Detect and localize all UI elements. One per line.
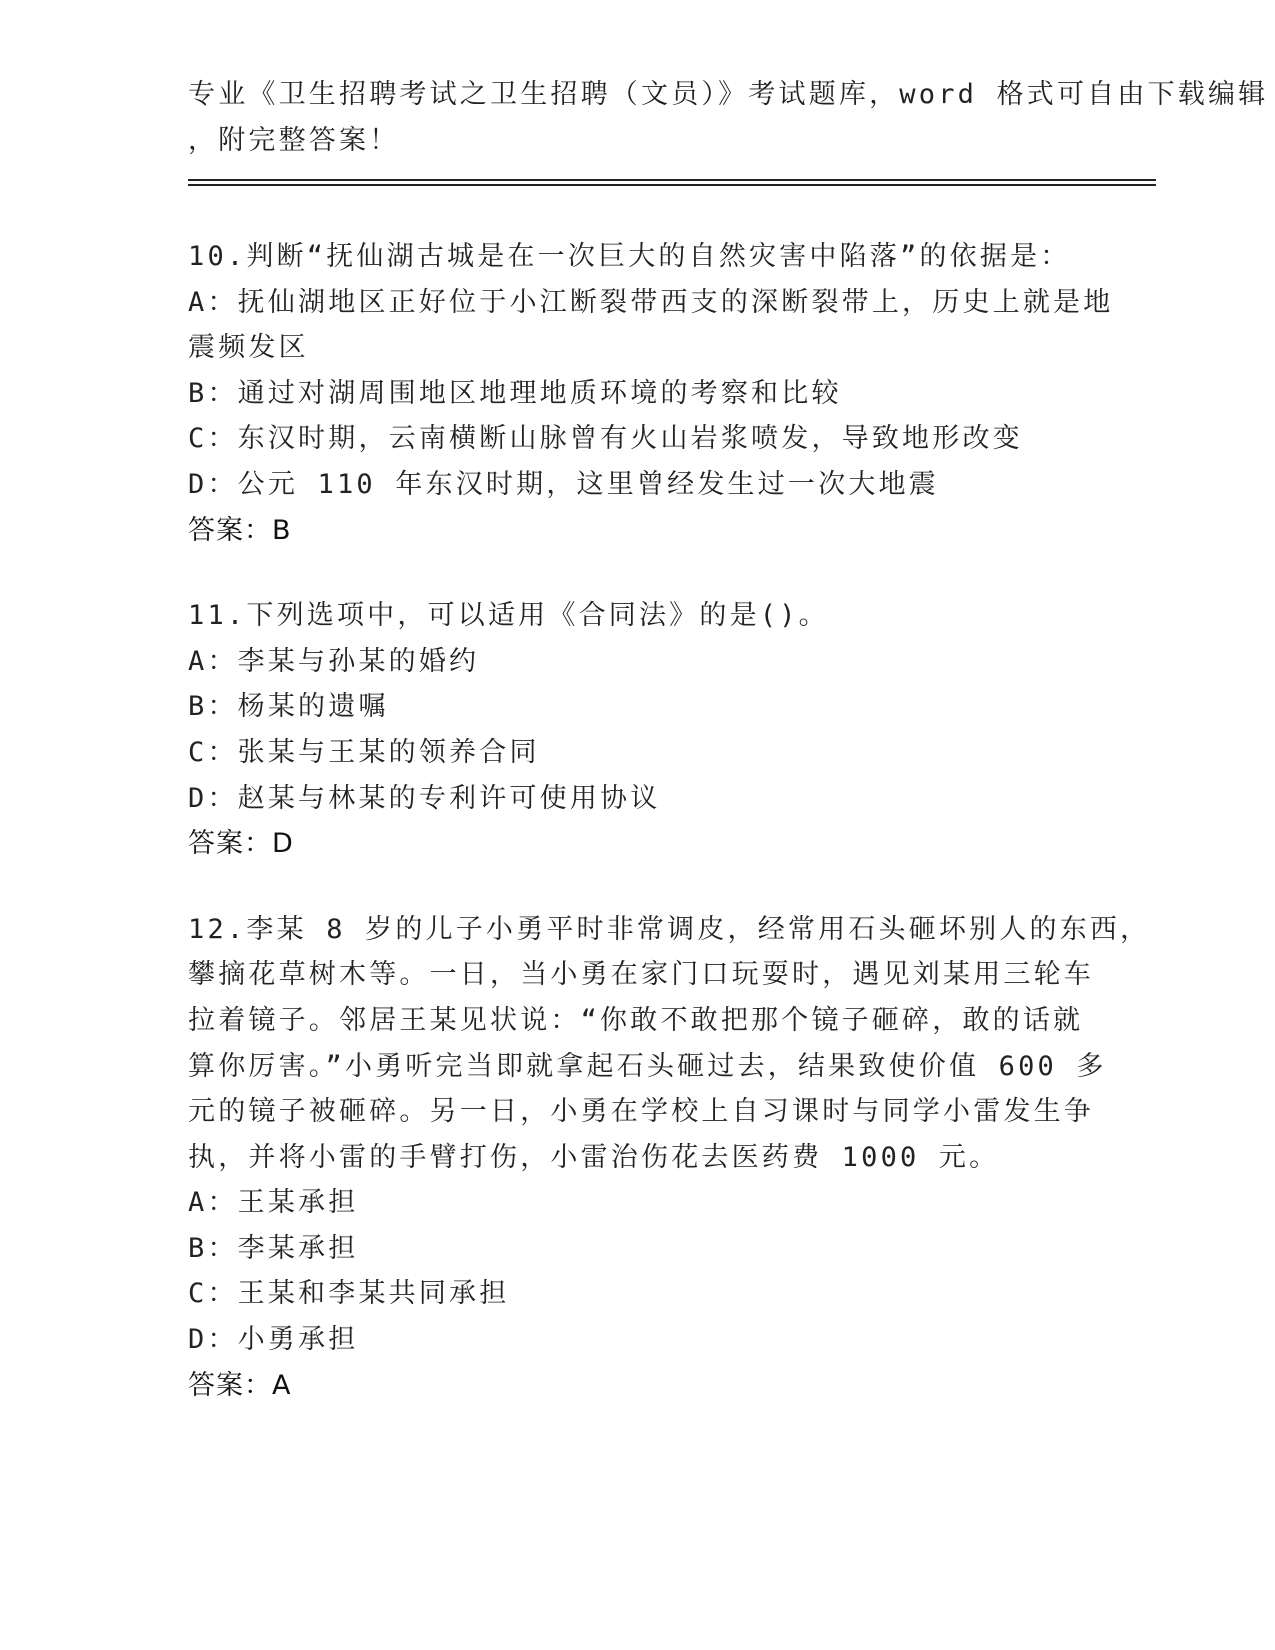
stem-line: 算你厉害。”小勇听完当即就拿起石头砸过去，结果致使价值 600 多: [188, 1050, 1107, 1082]
header-line-1: 专业《卫生招聘考试之卫生招聘（文员）》考试题库，word 格式可自由下载编辑: [188, 79, 1269, 110]
option-c: C：东汉时期，云南横断山脉曾有火山岩浆喷发，导致地形改变: [188, 423, 1023, 455]
stem-line: 攀摘花草树木等。一日，当小勇在家门口玩耍时，遇见刘某用三轮车: [188, 959, 1094, 991]
question-10: [188, 234, 1114, 553]
option-b: B：李某承担: [188, 1232, 359, 1264]
option-a: [188, 280, 1114, 371]
header-rule-top: [188, 179, 1156, 181]
question-12: [188, 907, 1151, 1409]
option-a: A：李某与孙某的婚约: [188, 645, 480, 677]
document-header: [188, 72, 1269, 163]
question-11: [188, 593, 1088, 867]
header-line-2: ，附完整答案！: [188, 124, 400, 156]
question-stem: 11.下列选项中，可以适用《合同法》的是()。: [188, 600, 829, 632]
option-d: D：赵某与林某的专利许可使用协议: [188, 782, 661, 814]
option-d: D：小勇承担: [188, 1324, 359, 1356]
option-c: C：张某与王某的领养合同: [188, 736, 540, 768]
option-a: A：王某承担: [188, 1187, 359, 1219]
stem-line: 执，并将小雷的手臂打伤，小雷治伤花去医药费 1000 元。: [188, 1141, 1000, 1173]
option-d: D：公元 110 年东汉时期，这里曾经发生过一次大地震: [188, 468, 939, 500]
stem-line: 拉着镜子。邻居王某见状说：“你敢不敢把那个镜子砸碎，敢的话就: [188, 1004, 1084, 1036]
question-stem: [188, 907, 1151, 1181]
answer-label: 答案：D: [188, 828, 294, 860]
stem-line: 元的镜子被砸碎。另一日，小勇在学校上自习课时与同学小雷发生争: [188, 1096, 1094, 1128]
answer-label: 答案：B: [188, 514, 292, 546]
stem-line: 12.李某 8 岁的儿子小勇平时非常调皮，经常用石头砸坏别人的东西，: [188, 913, 1151, 945]
header-rule-bottom: [188, 184, 1156, 186]
option-c: C：王某和李某共同承担: [188, 1278, 510, 1310]
answer-label: 答案：A: [188, 1369, 292, 1401]
option-b: B：杨某的遗嘱: [188, 691, 389, 723]
option-line: 震频发区: [188, 332, 309, 364]
option-line: A：抚仙湖地区正好位于小江断裂带西支的深断裂带上，历史上就是地: [188, 286, 1114, 318]
option-b: B：通过对湖周围地区地理地质环境的考察和比较: [188, 377, 842, 409]
question-list: [188, 234, 1151, 1448]
question-stem: 10.判断“抚仙湖古城是在一次巨大的自然灾害中陷落”的依据是：: [188, 241, 1071, 272]
